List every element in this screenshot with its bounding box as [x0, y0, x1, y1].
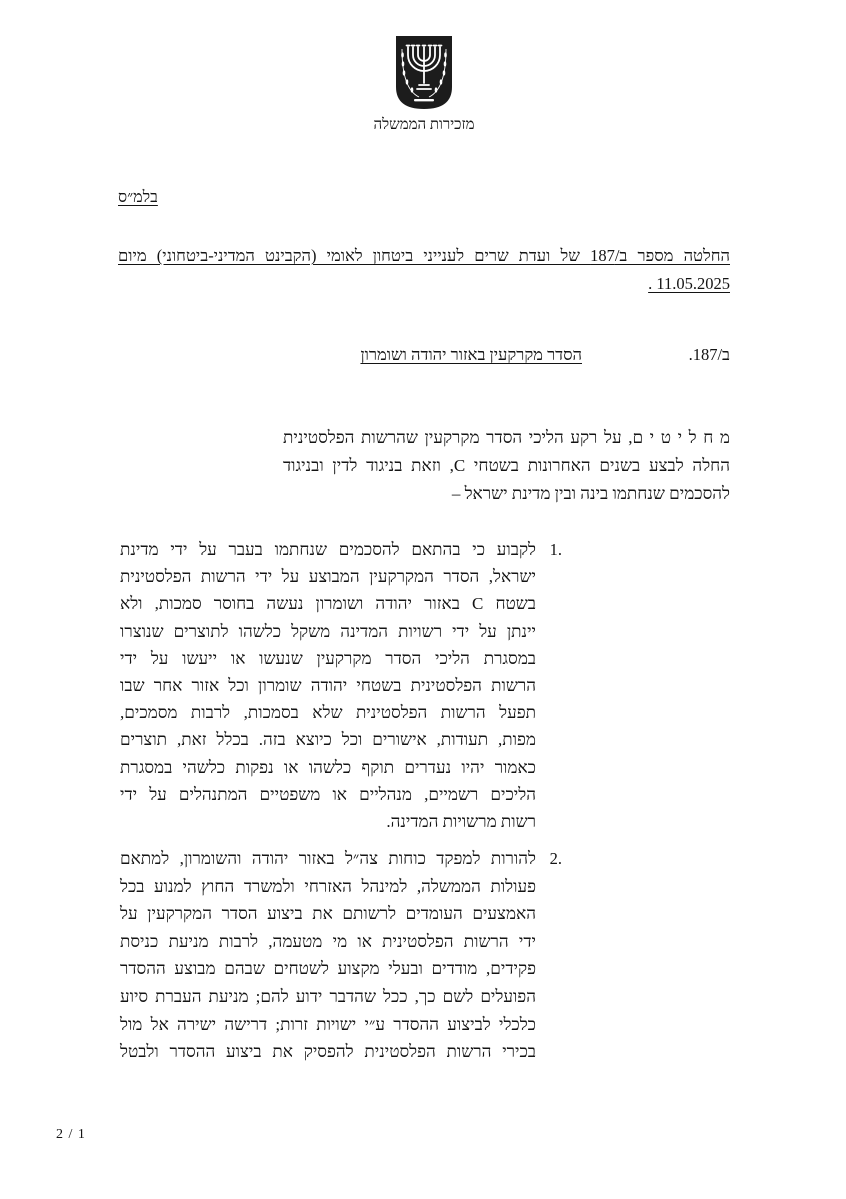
section-number: ב/187. — [688, 345, 730, 364]
org-name: מזכירות הממשלה — [373, 117, 475, 133]
preamble-line: מ ח ל י ט י ם, על רקע הליכי הסדר מקרקעין שהרשות הפלסטינית — [283, 428, 730, 447]
decision-date-line: . 11.05.2025 — [648, 274, 730, 293]
preamble — [283, 424, 730, 508]
item-line: הרשות הפלסטינית בשטחי יהודה שומרון וכל אזור אחר שבו — [120, 676, 536, 696]
page-number: 2 / 1 — [56, 1127, 86, 1142]
item-line: במסגרת הליכי הסדר מקרקעין שנעשו או ייעשו על ידי — [120, 648, 536, 668]
item-line: יינתן על ידי רשויות המדינה משקל כלשהו לתוצרים שנוצרו — [120, 621, 536, 641]
decision-header — [118, 242, 730, 298]
item-line: בכירי הרשות הפלסטינית להפסיק את ביצוע ההסדר ולבטל — [120, 1042, 536, 1062]
item-line: ישראל, הסדר המקרקעין המבוצע על ידי הרשות הפלסטינית — [120, 567, 536, 587]
item-line: בשטח C באזור יהודה ושומרון נעשה בחוסר סמכות, ולא — [120, 594, 536, 614]
item-line: פקידים, מודדים ובעלי מקצוע לשטחים שבהם מבוצע ההסדר — [120, 959, 536, 979]
state-emblem-icon — [393, 33, 455, 111]
item-line: האמצעים העומדים לרשותם את ביצוע הסדר המקרקעין על — [120, 904, 536, 924]
decision-date-row — [118, 270, 730, 298]
item-line: ידי הרשות הפלסטינית או מי מטעמה, לרבות מניעת כניסת — [120, 931, 536, 951]
item-line: להורות למפקד כוחות צה״ל באזור יהודה והשומרון, למתאם — [120, 849, 536, 868]
item-line: תפעל הרשות הפלסטינית שלא בסמכות, לרבות מסמכים, — [120, 703, 536, 723]
item-line: רשות מרשויות המדינה. — [386, 812, 536, 832]
item-number: 2. — [549, 849, 562, 868]
decision-header-line: החלטה מספר ב/187 של ועדת שרים לענייני ביטחון לאומי (הקבינט המדיני-ביטחוני) מיום — [118, 246, 730, 265]
list-item — [120, 536, 536, 835]
section-title: הסדר מקרקעין באזור יהודה ושומרון — [360, 345, 582, 364]
item-line: הליכים רשמיים, מנהליים או משפטיים המתנהלים על ידי — [120, 784, 536, 804]
preamble-line: החלה לבצע בשנים האחרונות בשטחי C, וזאת בניגוד לדין ובניגוד — [283, 456, 730, 475]
classification-label: בלמ״ס — [118, 189, 158, 206]
item-number: 1. — [549, 540, 562, 559]
item-line: כלכלי לביצוע ההסדר ע״י ישויות זרות; דרישה ישירה אל מול — [120, 1014, 536, 1034]
item-line: לקבוע כי בהתאם להסכמים שנחתמו בעבר על ידי מדינת — [120, 540, 536, 559]
item-line: כאמור יהיו נעדרים תוקף כלשהו או נפקות כלשהי במסגרת — [120, 757, 536, 777]
item-line: מפות, תעודות, אישורים וכל כיוצא בזה. בכלל זאת, תוצרים — [120, 730, 536, 750]
item-line: פעולות הממשלה, למינהל האזרחי ולמשרד החוץ למנוע בכל — [120, 876, 536, 896]
item-line: הפועלים לשם כך, ככל שהדבר ידוע להם; מניעת העברת סיוע — [120, 986, 536, 1006]
list-item — [120, 845, 536, 1066]
preamble-line: להסכמים שנחתמו בינה ובין מדינת ישראל – — [451, 484, 730, 503]
